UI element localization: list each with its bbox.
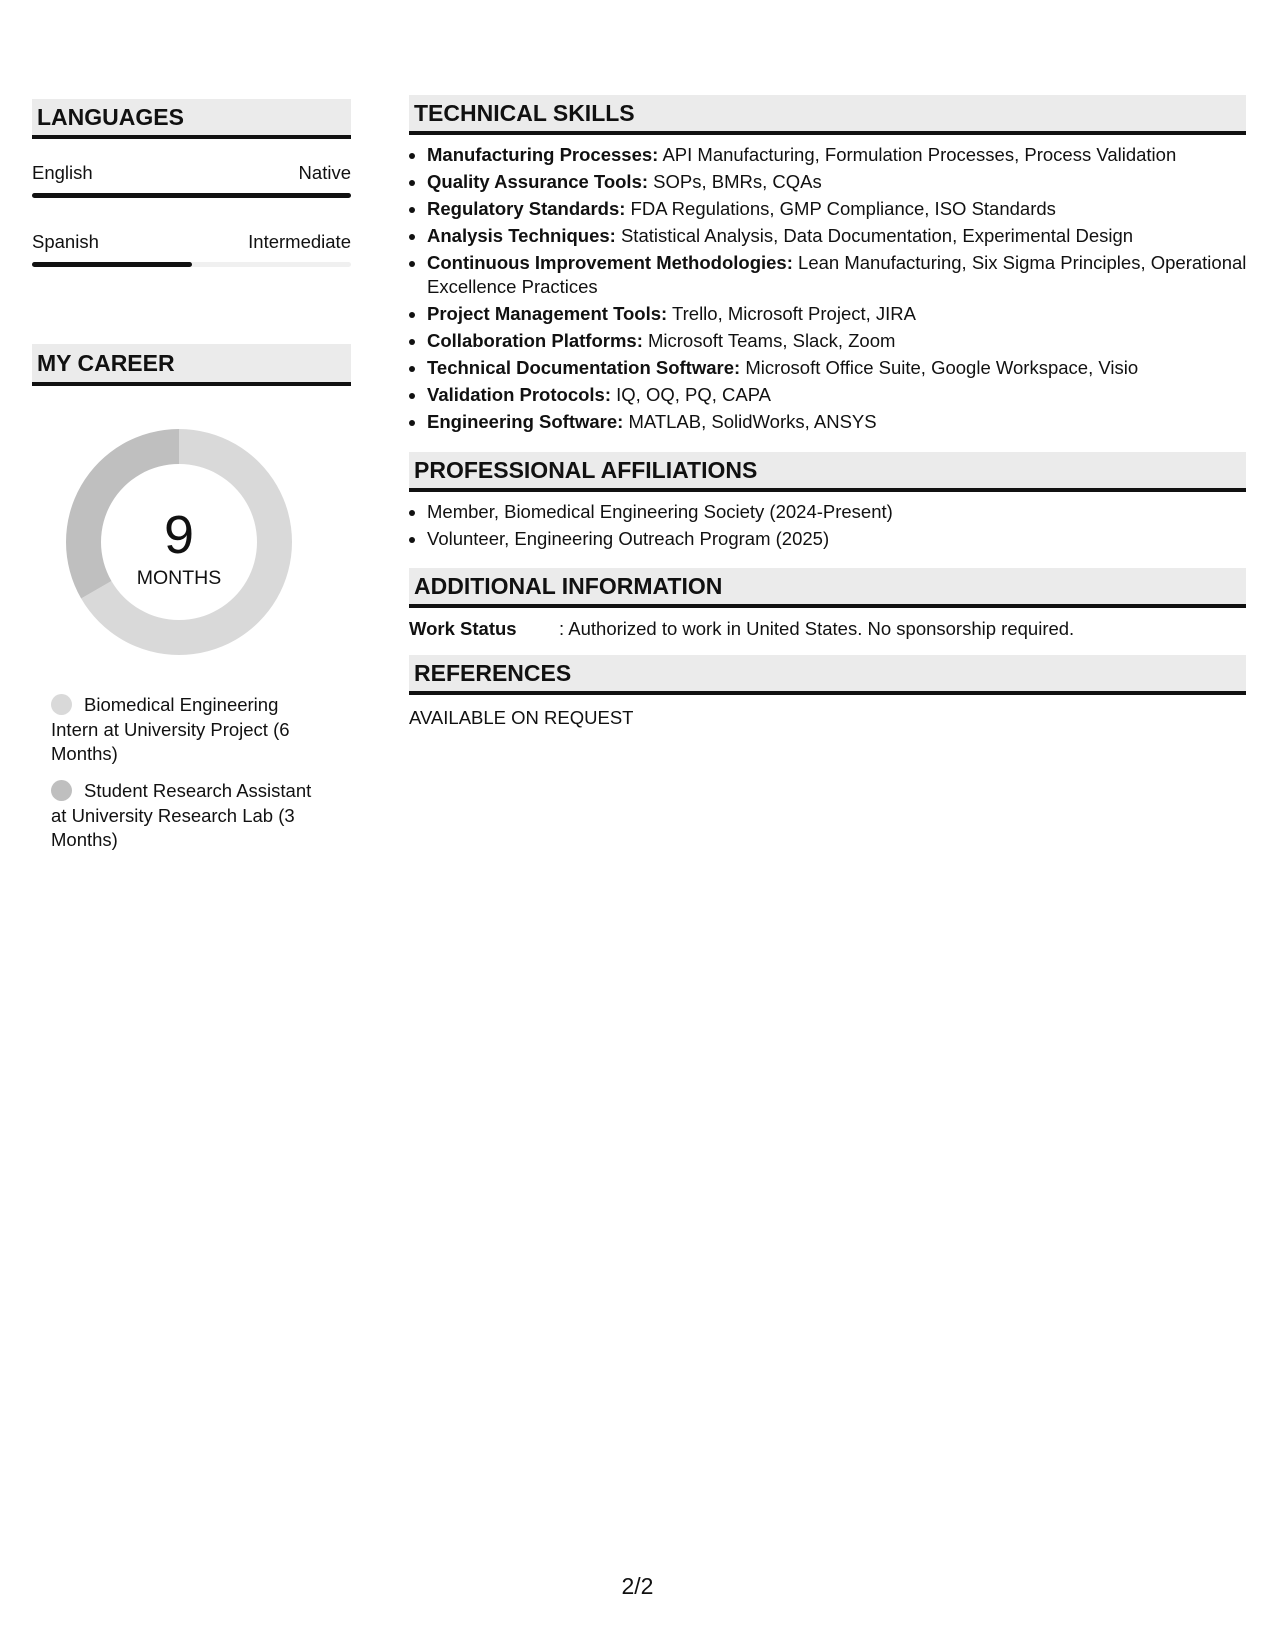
language-bar-english [32,193,351,198]
legend-dot-icon [51,780,72,801]
language-bar-spanish [32,262,351,267]
language-level: Native [298,162,351,183]
skill-item [427,197,1265,221]
work-status-value: : Authorized to work in United States. No sponsorship required. [559,618,1075,639]
skill-item [427,143,1265,167]
skill-value: IQ, OQ, PQ, CAPA [611,383,772,405]
skill-item [427,356,1265,380]
language-bar-fill [32,262,192,267]
affiliations-heading: PROFESSIONAL AFFILIATIONS [409,452,1246,492]
legend-dot-icon [51,694,72,715]
career-donut-chart [66,429,292,655]
language-name: Spanish [32,231,99,252]
career-legend-label: Student Research Assistant at University Research Lab (3 Months) [51,780,312,850]
language-level: Intermediate [248,231,351,252]
skill-value: Statistical Analysis, Data Documentation, Experimental Design [615,225,1134,246]
skill-value: Trello, Microsoft Project, JIRA [667,302,916,324]
career-legend-label: Biomedical Engineering Intern at University Project (6 Months) [51,694,290,764]
skill-item [427,224,1265,248]
skill-item [427,302,1265,326]
language-bar-fill [32,193,351,198]
skill-value: MATLAB, SolidWorks, ANSYS [623,410,877,432]
skill-label: Engineering Software: [427,410,624,432]
skill-item [427,170,1265,194]
additional-info-heading: ADDITIONAL INFORMATION [409,568,1246,608]
skill-item [427,251,1265,298]
skill-item [427,410,1265,434]
skill-label: Continuous Improvement Methodologies: [427,252,793,273]
skill-value: Lean Manufacturing, Six Sigma Principles, Operational Excellence Practices [427,252,1247,297]
career-legend-item [51,779,326,853]
page-number: 2/2 [621,1573,654,1599]
skill-label: Regulatory Standards: [427,198,626,219]
skill-value: Microsoft Office Suite, Google Workspace, Visio [740,356,1139,378]
skill-item [427,329,1265,353]
skill-label: Manufacturing Processes: [427,144,659,165]
work-status-row [409,618,1074,640]
skill-label: Technical Documentation Software: [427,356,741,378]
affiliations-list [408,500,1265,554]
language-name: English [32,162,93,183]
skill-value: FDA Regulations, GMP Compliance, ISO Standards [625,198,1056,219]
languages-heading: LANGUAGES [32,99,351,139]
career-heading: MY CAREER [32,344,351,386]
skill-item [427,383,1265,407]
skill-value: Microsoft Teams, Slack, Zoom [642,329,896,351]
work-status-key: Work Status [409,618,517,639]
skill-value: API Manufacturing, Formulation Processes, Process Validation [658,144,1177,165]
technical-skills-heading: TECHNICAL SKILLS [409,95,1246,135]
skill-label: Validation Protocols: [427,383,611,405]
career-legend-item [51,693,326,767]
skill-label: Analysis Techniques: [427,225,616,246]
affiliation-item: • Volunteer, Engineering Outreach Program (2025) [427,527,1265,551]
affiliation-item: • Member, Biomedical Engineering Society (2024-Present) [427,500,1265,524]
career-total-unit: MONTHS [136,567,222,589]
skill-label: Quality Assurance Tools: [427,171,649,192]
career-total-value: 9 [163,505,195,565]
skill-label: Project Management Tools: [427,302,668,324]
references-text: AVAILABLE ON REQUEST [409,707,634,728]
skill-value: SOPs, BMRs, CQAs [648,171,822,192]
technical-skills-list [408,143,1265,437]
skill-label: Collaboration Platforms: [427,329,643,351]
references-heading: REFERENCES [409,655,1246,695]
